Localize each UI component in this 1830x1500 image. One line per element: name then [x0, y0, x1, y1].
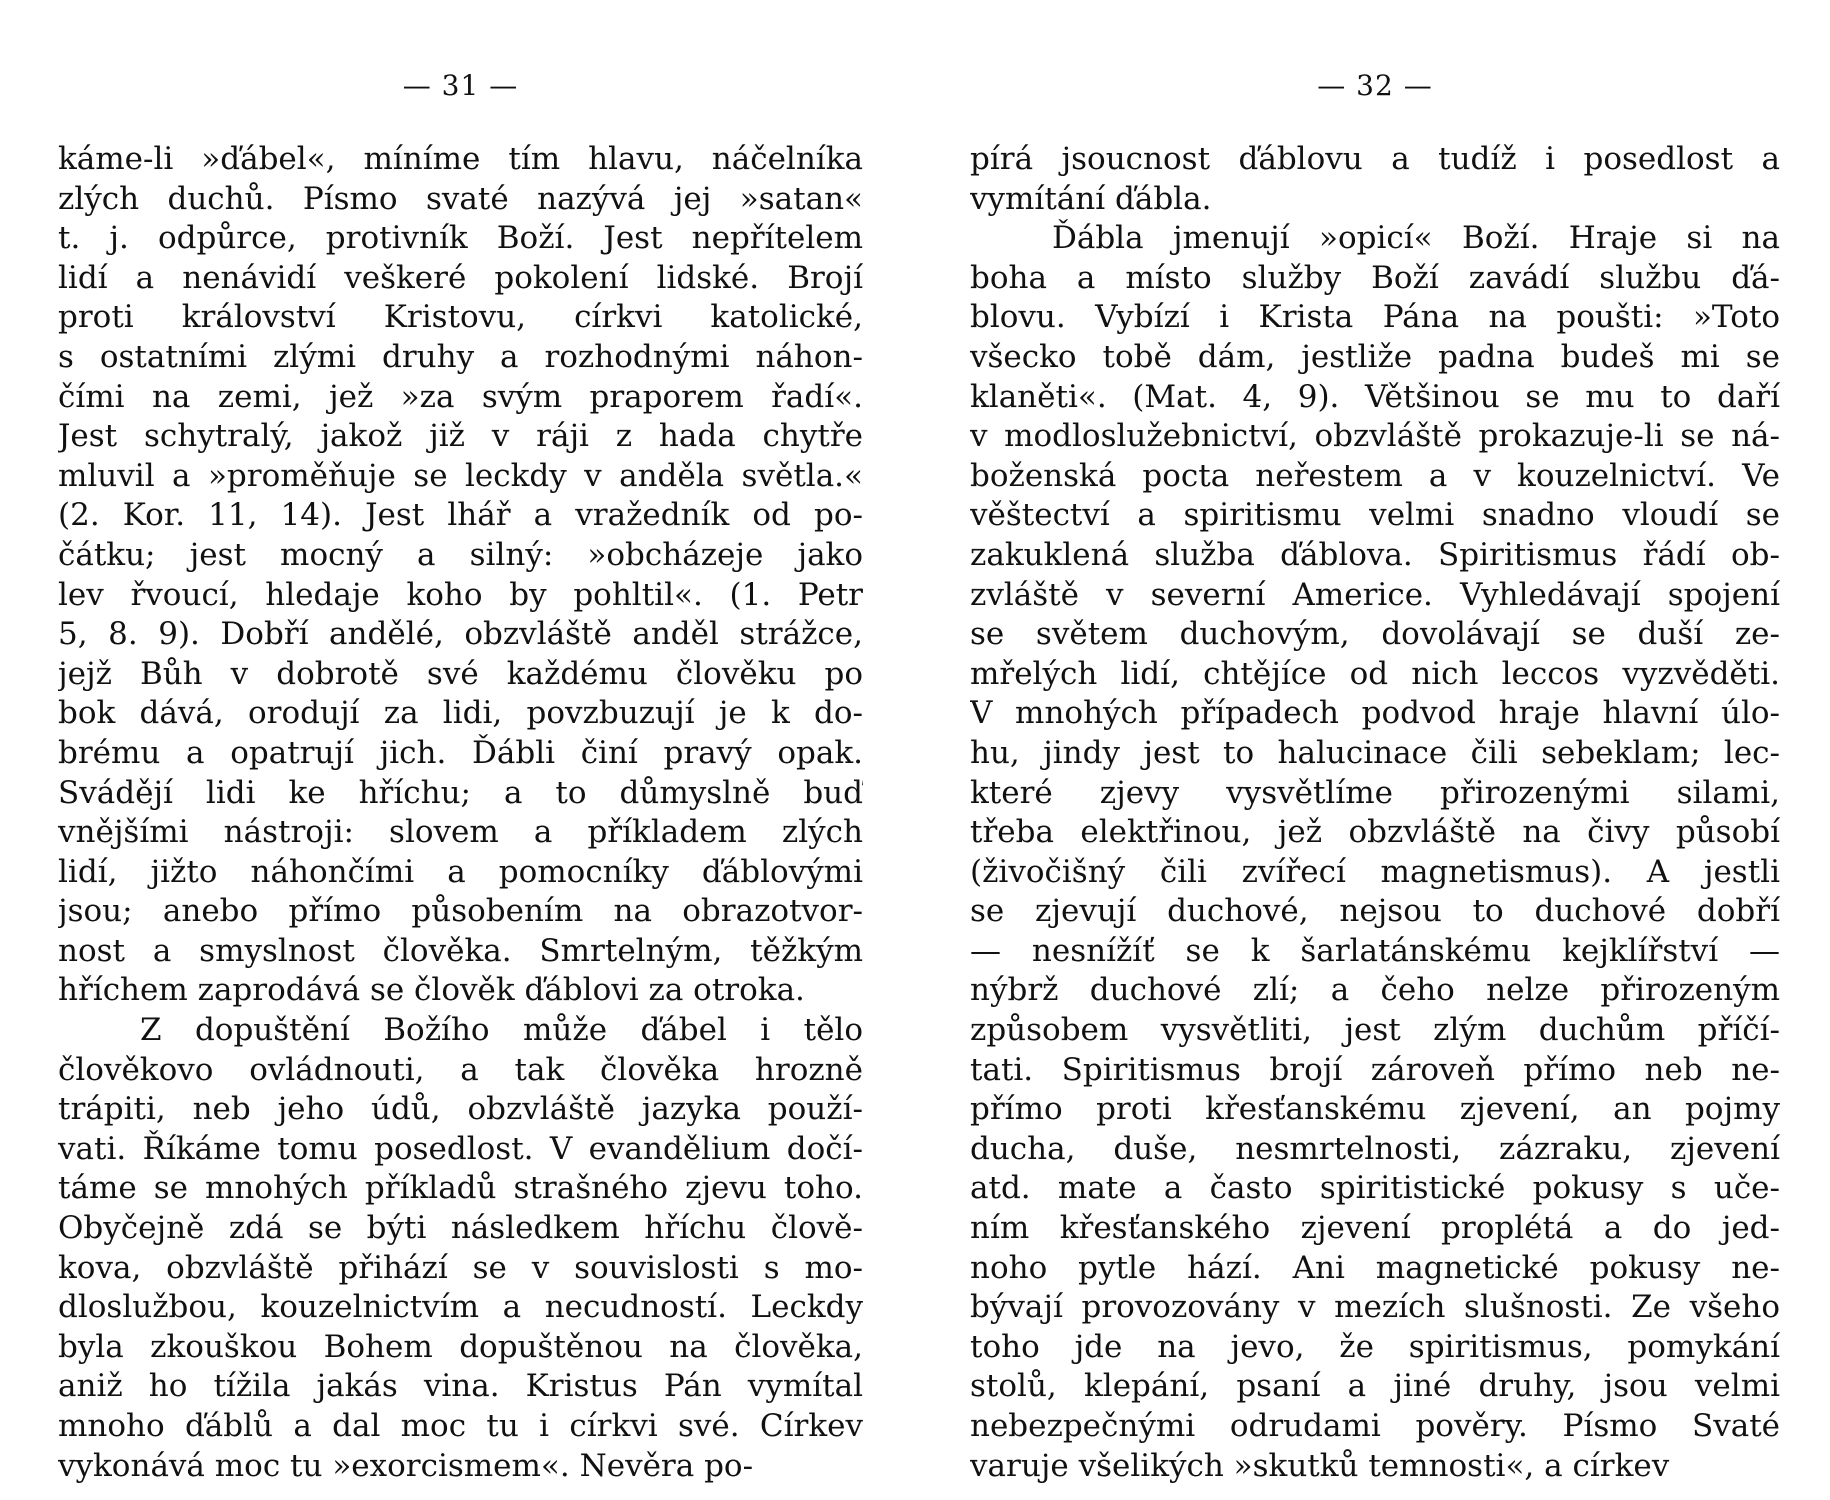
text-line: bývají provozovány v mezích slušnosti. Ze všeho [970, 1289, 1780, 1326]
page-number-31: — 31 — [402, 69, 519, 102]
text-line: klaněti«. (Mat. 4, 9). Většinou se mu to daří [970, 378, 1780, 415]
text-line: se zjevují duchové, nejsou to duchové dobří [970, 893, 1780, 930]
text-line: nýbrž duchové zlí; a čeho nelze přirozeným [970, 972, 1780, 1009]
text-line: které zjevy vysvětlíme přirozenými silami, [970, 774, 1780, 811]
text-line: jejž Bůh v dobrotě své každému člověku po [58, 655, 863, 692]
text-line: nost a smyslnost člověka. Smrtelným, těžkým [58, 932, 863, 969]
text-line: ducha, duše, nesmrtelnosti, zázraku, zjevení [970, 1130, 1780, 1167]
text-line: zvláště v severní Americe. Vyhledávají spojení [970, 576, 1780, 613]
text-line: hu, jindy jest to halucinace čili sebeklam; lec- [970, 734, 1780, 771]
text-line: (živočišný čili zvířecí magnetismus). A jestli [970, 853, 1780, 890]
text-line: zakuklená služba ďáblova. Spiritismus řádí ob- [970, 536, 1780, 573]
text-line: Svádějí lidi ke hříchu; a to důmyslně buď [58, 774, 863, 811]
text-line: varuje všelikých »skutků temnosti«, a církev [970, 1447, 1670, 1484]
text-line: čátku; jest mocný a silný: »obcházeje jako [58, 536, 863, 573]
text-line: Jest schytralý, jakož již v ráji z hada chytře [58, 418, 863, 455]
text-line: ním křesťanského zjevení proplétá a do jed- [970, 1210, 1780, 1247]
text-line: noho pytle hází. Ani magnetické pokusy ne- [970, 1249, 1780, 1286]
right-page-text [970, 140, 1780, 1486]
text-line: V mnohých případech podvod hraje hlavní úlo- [970, 695, 1780, 732]
text-line: Ďábla jmenují »opicí« Boží. Hraje si na [1052, 220, 1780, 257]
text-line: věštectví a spiritismu velmi snadno vloudí se [970, 497, 1780, 534]
text-line: nebezpečnými odrudami pověry. Písmo Svaté [970, 1408, 1780, 1444]
text-line: Obyčejně zdá se býti následkem hříchu člově- [58, 1210, 863, 1247]
text-line: Z dopuštění Božího může ďábel i tělo [140, 1012, 863, 1049]
text-line: vykonává moc tu »exorcismem«. Nevěra po- [58, 1447, 754, 1484]
right-page [970, 0, 1780, 1500]
text-line: brému a opatrují jich. Ďábli činí pravý opak. [58, 734, 863, 771]
text-line: třeba elektřinou, jež obzvláště na čivy působí [970, 814, 1780, 851]
text-line: v modloslužebnictví, obzvláště prokazuje-li se ná- [970, 418, 1780, 455]
text-line: bok dává, orodují za lidi, povzbuzují je k do- [58, 695, 863, 732]
text-line: atd. mate a často spiritistické pokusy s uče- [970, 1170, 1780, 1207]
text-line: t. j. odpůrce, protivník Boží. Jest nepřítelem [58, 220, 863, 257]
text-line: vnějšími nástroji: slovem a příkladem zlých [58, 814, 863, 851]
text-line: mnoho ďáblů a dal moc tu i církvi své. Církev [58, 1408, 863, 1444]
text-line: boha a místo služby Boží zavádí službu ďá- [970, 259, 1780, 296]
text-line: mluvil a »proměňuje se leckdy v anděla světla.« [58, 457, 863, 494]
text-line: člověkovo ovládnouti, a tak člověka hrozně [58, 1051, 863, 1088]
text-line: káme-li »ďábel«, míníme tím hlavu, náčelníka [58, 141, 863, 177]
text-line: lidí a nenávidí veškeré pokolení lidské. Brojí [58, 259, 863, 296]
text-line: táme se mnohých příkladů strašného zjevu toho. [58, 1170, 863, 1207]
text-line: lidí, jižto náhončími a pomocníky ďáblovými [58, 853, 863, 890]
text-line: vymítání ďábla. [970, 180, 1212, 217]
text-line: aniž ho tížila jakás vina. Kristus Pán vymítal [58, 1368, 863, 1405]
text-line: — nesnížíť se k šarlatánskému kejklířství — [970, 932, 1780, 969]
text-line: vati. Říkáme tomu posedlost. V evandělium dočí- [58, 1130, 863, 1167]
text-line: přímo proti křesťanskému zjevení, an pojmy [970, 1091, 1780, 1128]
text-line: (2. Kor. 11, 14). Jest lhář a vražedník od po- [58, 497, 863, 534]
text-line: hříchem zaprodává se člověk ďáblovi za otroka. [58, 972, 805, 1009]
left-page [58, 0, 863, 1500]
text-line: všecko tobě dám, jestliže padna budeš mi se [970, 338, 1780, 375]
left-page-text [58, 140, 863, 1486]
text-line: způsobem vysvětliti, jest zlým duchům příčí- [970, 1012, 1780, 1049]
text-line: byla zkouškou Bohem dopuštěnou na člověka, [58, 1328, 863, 1365]
text-line: toho jde na jevo, že spiritismus, pomykání [970, 1328, 1780, 1365]
text-line: s ostatními zlými druhy a rozhodnými náhon- [58, 338, 863, 375]
text-line: mřelých lidí, chtějíce od nich leccos vyzvěděti. [970, 655, 1780, 692]
text-line: zlých duchů. Písmo svaté nazývá jej »satan« [58, 180, 863, 217]
text-line: čími na zemi, jež »za svým praporem řadí«. [58, 378, 863, 415]
text-line: blovu. Vybízí i Krista Pána na poušti: »Toto [970, 299, 1780, 336]
text-line: trápiti, neb jeho údů, obzvláště jazyka použí- [58, 1091, 863, 1128]
text-line: kova, obzvláště přihází se v souvislosti s mo- [58, 1249, 863, 1286]
text-line: dloslužbou, kouzelnictvím a necudností. Leckdy [58, 1289, 863, 1326]
text-line: tati. Spiritismus brojí zároveň přímo neb ne- [970, 1051, 1780, 1088]
text-line: stolů, klepání, psaní a jiné druhy, jsou velmi [970, 1368, 1780, 1405]
text-line: lev řvoucí, hledaje koho by pohltil«. (1. Petr [58, 576, 863, 613]
text-line: pírá jsoucnost ďáblovu a tudíž i posedlost a [970, 141, 1780, 177]
text-line: jsou; anebo přímo působením na obrazotvor- [58, 893, 863, 930]
text-line: boženská pocta neřestem a v kouzelnictví. Ve [970, 457, 1780, 494]
text-line: se světem duchovým, dovolávají se duší ze- [970, 616, 1780, 653]
text-line: 5, 8. 9). Dobří andělé, obzvláště anděl strážce, [58, 616, 863, 653]
text-line: proti království Kristovu, církvi katolické, [58, 299, 863, 336]
page-number-32: — 32 — [1317, 69, 1433, 102]
